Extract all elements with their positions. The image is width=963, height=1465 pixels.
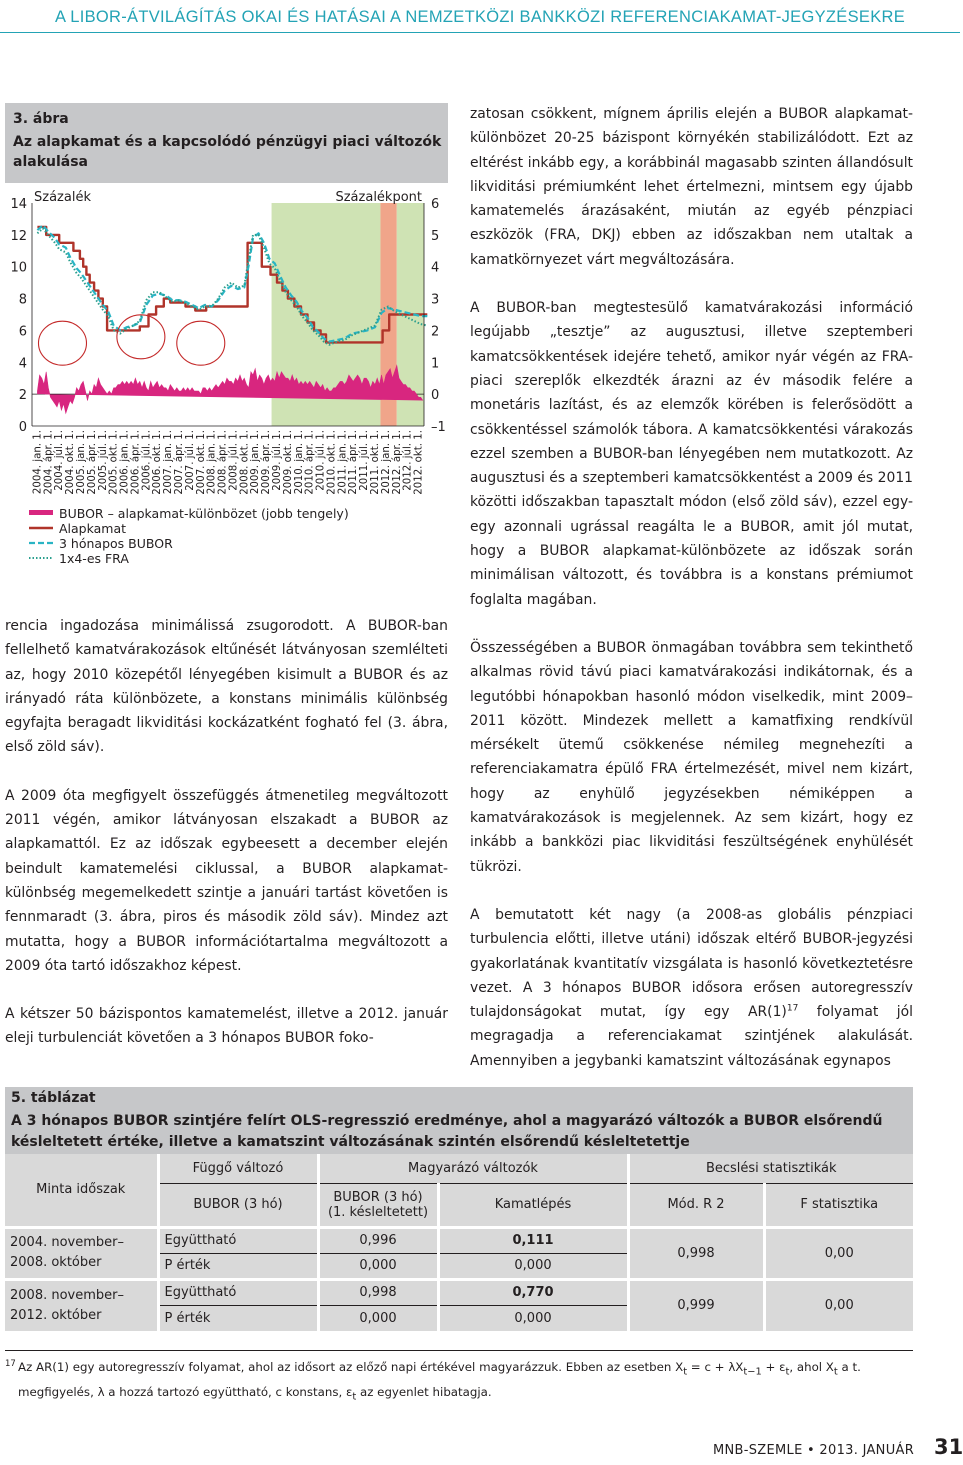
right-tick-label: 5 bbox=[431, 228, 440, 244]
left-tick-label: 4 bbox=[18, 356, 27, 372]
col-header-kamatlepes: Kamatlépés bbox=[438, 1183, 628, 1227]
x-tick-label: 2009. okt. 1. bbox=[282, 430, 294, 495]
x-tick-label: 2005. júl. 1. bbox=[97, 430, 109, 491]
fn-text: = c + λX bbox=[687, 1360, 744, 1374]
paragraph-text: folyamat jól megragadja a referenciakamat szintjének alakulását. Amennyiben a jegybanki kamatszint változásának egynapos bbox=[470, 1004, 913, 1069]
left-tick-label: 12 bbox=[10, 228, 27, 244]
left-tick-label: 14 bbox=[10, 197, 27, 212]
footnote-number: 17 bbox=[5, 1359, 16, 1369]
table-cell: 0,999 bbox=[628, 1279, 764, 1331]
x-tick-label: 2007. júl. 1. bbox=[184, 430, 196, 491]
chart-svg bbox=[5, 183, 448, 596]
table-cell: 0,111 bbox=[438, 1227, 628, 1253]
x-tick-label: 2004. júl. 1. bbox=[54, 430, 66, 491]
right-tick-label: 2 bbox=[431, 324, 440, 340]
table-cell: 0,770 bbox=[438, 1279, 628, 1305]
fn-text: Az AR(1) egy autoregresszív folyamat, ahol az idősort az előző napi értékével magyarázzuk. Ebben az esetben X bbox=[18, 1360, 684, 1374]
table-cell: 0,000 bbox=[438, 1253, 628, 1279]
table-number: 5. táblázat bbox=[11, 1090, 96, 1106]
x-tick-label: 2004. okt. 1. bbox=[65, 430, 77, 495]
x-tick-label: 2009. jan. 1. bbox=[250, 430, 262, 495]
right-tick-label: 3 bbox=[431, 292, 440, 308]
right-tick-label: –1 bbox=[431, 420, 446, 435]
table-cell: 0,000 bbox=[438, 1305, 628, 1331]
right-paragraph: Összességében a BUBOR önmagában továbbra sem tekinthető alkalmas rövid távú piaci kamatvárakozási indikátornak, és a legutóbbi hónapokban hasonló módon viselkedik, mint 2009–2011 között. Mindezek mellett a kamatfixing rendkívül mérsékelt ütemű csökkenése némileg megnehezíti a referenciakamatra épülő FRA értelmezését, mivel nem kizárt, hogy az enyhülő jegyzésekben némiképpen a kamatvárakozások is megjelennek. Az sem kizárt, hogy ez inkább a bankközi piac likviditási feszültségének enyhülését tükrözi. bbox=[470, 639, 913, 875]
col-header-bubor: BUBOR (3 hó) bbox=[158, 1183, 318, 1227]
col-header-adj-r2: Mód. R 2 bbox=[628, 1183, 764, 1227]
group-header-statistics: Becslési statisztikák bbox=[628, 1154, 913, 1183]
x-tick-label: 2004. jan. 1. bbox=[32, 430, 44, 495]
sample-period: 2008. november– 2012. október bbox=[5, 1279, 158, 1331]
header-rule bbox=[0, 32, 960, 33]
x-tick-label: 2007. jan. 1. bbox=[163, 430, 175, 495]
table-cell: 0,00 bbox=[764, 1227, 913, 1279]
row-label: Együttható bbox=[158, 1279, 318, 1305]
left-paragraph: rencia ingadozása minimálissá zsugorodott. A BUBOR-ban fellelhető kamatvárakozások eltűnését látványosan szemlélteti az, hogy 2010 közepétől lényegében kisimult a BUBOR és az irányadó ráta különbözete, a konstans minimális különbség egyfajta beragadt likviditási kockázatként fogható fel (3. ábra, első zöld sáv). bbox=[5, 618, 448, 756]
x-tick-label: 2008. ápr. 1. bbox=[217, 430, 229, 495]
highlight-circle bbox=[38, 321, 86, 365]
x-tick-label: 2012. júl. 1. bbox=[402, 430, 414, 491]
x-tick-label: 2007. ápr. 1. bbox=[174, 430, 185, 495]
fn-text: , ahol X bbox=[789, 1360, 834, 1374]
x-tick-label: 2011. okt. 1. bbox=[370, 430, 381, 495]
legend-label: Alapkamat bbox=[59, 521, 127, 536]
x-tick-label: 2005. ápr. 1. bbox=[86, 430, 98, 495]
left-tick-label: 10 bbox=[10, 260, 27, 276]
table-row bbox=[5, 1279, 913, 1305]
footnote-text bbox=[18, 1357, 910, 1408]
right-axis-title: Százalékpont bbox=[335, 190, 422, 205]
running-header: A LIBOR-ÁTVILÁGÍTÁS OKAI ÉS HATÁSAI A NEMZETKÖZI BANKKÖZI REFERENCIAKAMAT-JEGYZÉSEKRE bbox=[54, 8, 906, 26]
left-text-column bbox=[5, 614, 448, 1051]
fn-sub: t bbox=[683, 1366, 688, 1378]
col-header-f-stat: F statisztika bbox=[764, 1183, 913, 1227]
x-tick-label: 2004. ápr. 1. bbox=[43, 430, 55, 495]
x-tick-label: 2005. jan. 1. bbox=[76, 430, 87, 495]
row-label: P érték bbox=[158, 1253, 318, 1279]
table-cell: 0,000 bbox=[318, 1253, 438, 1279]
group-header-explanatory: Magyarázó változók bbox=[318, 1154, 628, 1183]
left-axis-title: Százalék bbox=[34, 190, 91, 205]
x-tick-label: 2006. ápr. 1. bbox=[130, 430, 142, 495]
table-header bbox=[5, 1087, 913, 1154]
legend-swatch-spread bbox=[29, 510, 53, 515]
x-tick-label: 2010. jan. 1. bbox=[293, 430, 305, 495]
left-tick-label: 2 bbox=[18, 388, 27, 404]
x-tick-label: 2006. júl. 1. bbox=[141, 430, 153, 491]
legend-label: BUBOR – alapkamat-különbözet (jobb tengely) bbox=[59, 506, 349, 521]
left-tick-label: 0 bbox=[18, 420, 27, 435]
table-cell: 0,000 bbox=[318, 1305, 438, 1331]
table-title: A 3 hónapos BUBOR szintjére felírt OLS-regresszió eredménye, ahol a magyarázó változók a BUBOR elsőrendű késleltetett értéke, illetve a kamatszint változásának szintén elsőrendű késleltetettje bbox=[11, 1113, 883, 1150]
figure-number: 3. ábra bbox=[13, 111, 69, 127]
fn-text: a t. megfigyelés, λ a hozzá tartozó együttható, c konstans, ε bbox=[18, 1360, 861, 1400]
regression-table bbox=[5, 1154, 913, 1331]
figure-header bbox=[5, 103, 448, 183]
left-paragraph: A 2009 óta megfigyelt összefüggés átmenetileg megváltozott 2011 végén, amikor látványosan elszakadt a BUBOR az alapkamattól. Ez az időszak egybeesett a december elején beindult kamatemelési ciklussal, a BUBOR alapkamat-különbség megemelkedett szintje a januári tartást követően is fennmaradt (3. ábra, piros és második zöld sáv). Mindez azt mutatta, hogy a BUBOR információtartalma megváltozott a 2009 óta tartó időszakhoz képest. bbox=[5, 787, 448, 974]
right-tick-label: 0 bbox=[431, 388, 440, 404]
fn-sub: t bbox=[352, 1391, 357, 1403]
x-tick-label: 2008. júl. 1. bbox=[228, 430, 240, 491]
col-header-bubor-lag bbox=[318, 1183, 438, 1227]
x-tick-label: 2010. júl. 1. bbox=[315, 430, 327, 491]
table-cell: 0,998 bbox=[628, 1227, 764, 1279]
table-cell: 0,998 bbox=[318, 1279, 438, 1305]
table-row bbox=[5, 1227, 913, 1253]
fn-sub: t−1 bbox=[743, 1366, 762, 1378]
footnote-rule bbox=[5, 1350, 913, 1351]
figure-title: Az alapkamat és a kapcsolódó pénzügyi piaci változók alakulása bbox=[13, 134, 442, 170]
left-paragraph: A kétszer 50 bázispontos kamatemelést, illetve a 2012. január eleji turbulenciát követően a 3 hónapos BUBOR foko- bbox=[5, 1006, 448, 1047]
right-paragraph: zatosan csökkent, mígnem április elején a BUBOR alapkamat-különbözet 20-25 bázispont környékén stabilizálódott. Ezt az eltérést inkább egy, a korábbinál magasabb szinten állandósult likviditási prémiumként lehet értelmezni, mintsem egy újabb kamatemelés árazásaként, miután az egyéb pénzpiaci eszközök (FRA, DKJ) ebben az időszakban nem utaltak a kamatkörnyezet várt megváltozására. bbox=[470, 106, 913, 268]
x-tick-label: 2011. jan. 1. bbox=[337, 430, 349, 495]
footnote-ref[interactable]: 17 bbox=[786, 1003, 799, 1014]
left-tick-label: 6 bbox=[18, 324, 27, 340]
row-label: Együttható bbox=[158, 1227, 318, 1253]
legend-label: 3 hónapos BUBOR bbox=[59, 536, 173, 551]
x-tick-label: 2005. okt. 1. bbox=[108, 430, 120, 495]
figure-3 bbox=[5, 103, 448, 596]
journal-name: MNB-SZEMLE • 2013. JANUÁR bbox=[713, 1443, 915, 1458]
row-label: P érték bbox=[158, 1305, 318, 1331]
x-tick-label: 2008. jan. 1. bbox=[206, 430, 218, 495]
col-header-text: BUBOR (3 hó) bbox=[333, 1189, 423, 1205]
page-number: 31 bbox=[934, 1435, 963, 1459]
sample-period: 2004. november– 2008. október bbox=[5, 1227, 158, 1279]
right-paragraph: A BUBOR-ban megtestesülő kamatvárakozási információ legújabb „tesztje” az augusztusi, illetve szeptemberi kamatcsökkentések idejére tehető, amikor nyár végén az FRA-piaci szereplők elkezdték árazni az év második felére a monetáris lazítást, és az elemzők körében is felerősödött a csökkentéssel számolók tábora. A kamatcsökkentési várakozás ezzel szemben a BUBOR-ban lényegében nem mutatkozott. Az augusztusi és a szeptemberi kamatcsökkentést a 2009 és 2011 közötti időszakban tapasztalt módon (első zöld sáv), ezzel egy-egy azonnali ugrással reagálta le a BUBOR, amit jól mutat, hogy a BUBOR alapkamat-különbözete az időszak során minimálisan változott, és továbbra is a konstans prémiumot foglalta magában. bbox=[470, 300, 913, 608]
paragraph-text: A bemutatott két nagy (a 2008-as globális pénzpiaci turbulencia előtti, illetve utáni) időszak eltérő BUBOR-jegyzési gyakorlatának kvantitatív vizsgálata is hasonló következtetésre vezet. A 3 hónapos BUBOR idősora erősen autoregresszív tulajdonságokat mutat, így egy AR(1) bbox=[470, 906, 913, 1021]
sample-header: Minta időszak bbox=[5, 1154, 158, 1227]
table-cell: 0,00 bbox=[764, 1279, 913, 1331]
x-tick-label: 2012. ápr. 1. bbox=[391, 430, 403, 495]
fn-sub: t bbox=[833, 1366, 838, 1378]
fn-sub: t bbox=[785, 1366, 790, 1378]
x-tick-label: 2011. ápr. 1. bbox=[348, 430, 360, 495]
x-tick-label: 2010. okt. 1. bbox=[326, 430, 338, 495]
legend-label: 1x4-es FRA bbox=[59, 551, 129, 566]
x-tick-label: 2007. okt. 1. bbox=[195, 430, 207, 495]
x-tick-label: 2010. ápr. 1. bbox=[304, 430, 316, 495]
col-header-text: (1. késleltetett) bbox=[327, 1204, 429, 1220]
x-tick-label: 2009. júl. 1. bbox=[272, 430, 283, 491]
x-tick-label: 2008. okt. 1. bbox=[239, 430, 251, 495]
table-cell: 0,996 bbox=[318, 1227, 438, 1253]
x-tick-label: 2009. ápr. 1. bbox=[261, 430, 273, 495]
right-tick-label: 1 bbox=[431, 356, 440, 372]
x-tick-label: 2006. jan. 1. bbox=[119, 430, 131, 495]
fn-text: + ε bbox=[761, 1360, 786, 1374]
x-tick-label: 2006. okt. 1. bbox=[152, 430, 164, 495]
right-tick-label: 4 bbox=[431, 260, 440, 276]
x-tick-label: 2011. júl. 1. bbox=[359, 430, 371, 491]
fn-text: az egyenlet hibatagja. bbox=[356, 1385, 492, 1400]
highlight-circle bbox=[177, 321, 225, 365]
figure-chart-area bbox=[5, 183, 448, 596]
group-header-dependent: Függő változó bbox=[158, 1154, 318, 1183]
right-text-column bbox=[470, 102, 913, 1073]
right-tick-label: 6 bbox=[431, 197, 440, 212]
right-paragraph-last bbox=[470, 903, 913, 1073]
left-tick-label: 8 bbox=[18, 292, 27, 308]
x-tick-label: 2012. okt. 1. bbox=[413, 430, 425, 495]
x-tick-label: 2012. jan. 1. bbox=[380, 430, 392, 495]
table-5 bbox=[5, 1087, 913, 1326]
